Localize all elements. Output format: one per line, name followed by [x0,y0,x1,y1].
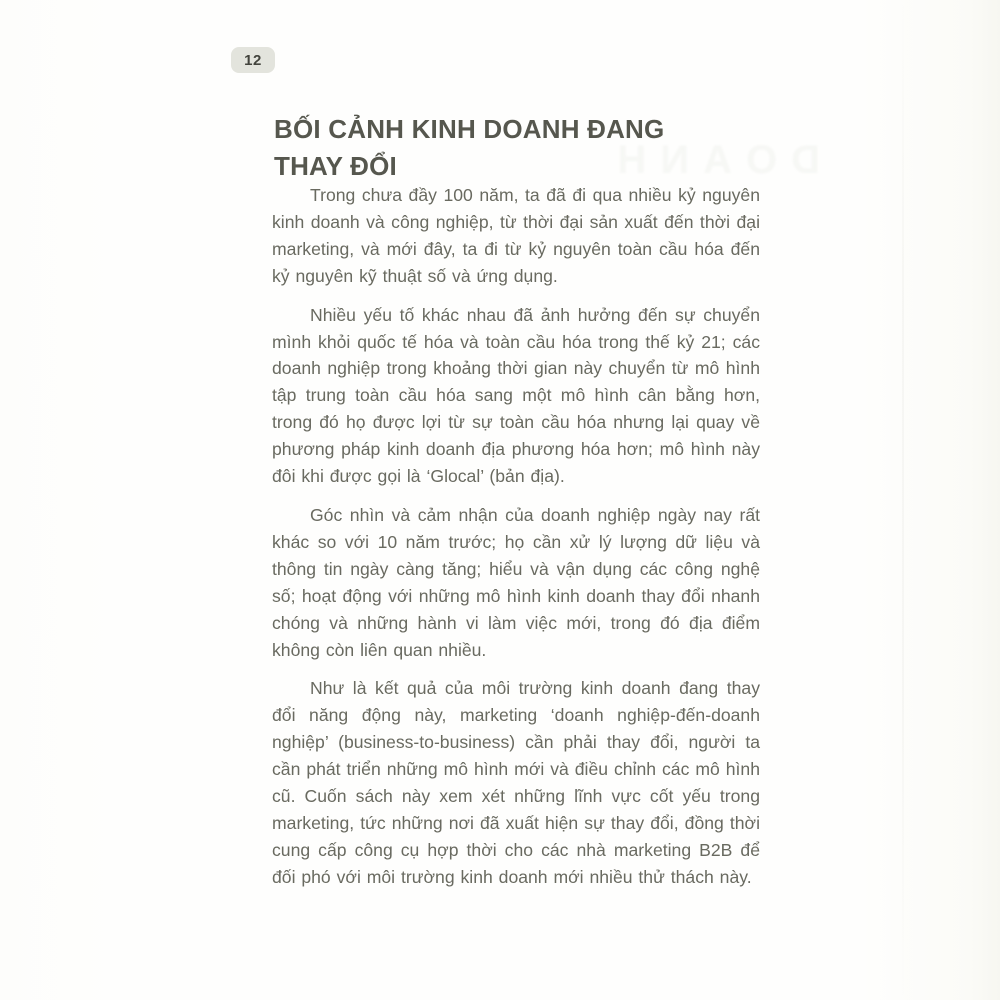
page-number-badge: 12 [231,47,275,73]
body-paragraph: Góc nhìn và cảm nhận của doanh nghiệp ngày nay rất khác so với 10 năm trước; họ cần xử lý lượng dữ liệu và thông tin ngày càng tăng; hiểu và vận dụng các công nghệ số; hoạt động với những mô hình kinh doanh thay đổi nhanh chóng và những hành vi làm việc mới, trong đó địa điểm không còn liên quan nhiều. [272,504,760,660]
chapter-body [272,182,760,903]
chapter-heading: BỐI CẢNH KINH DOANH ĐANG THAY ĐỔI [274,114,665,182]
body-paragraph: Trong chưa đầy 100 năm, ta đã đi qua nhiều kỷ nguyên kinh doanh và công nghiệp, từ thời đại sản xuất đến thời đại marketing, và mới đây, ta đi từ kỷ nguyên toàn cầu hóa đến kỷ nguyên kỹ thuật số và ứng dụng. [272,185,760,286]
body-paragraph: Nhiều yếu tố khác nhau đã ảnh hưởng đến sự chuyển mình khỏi quốc tế hóa và toàn cầu hóa trong thế kỷ 21; các doanh nghiệp trong khoảng thời gian này chuyển từ mô hình tập trung toàn cầu hóa sang một mô hình cân bằng hơn, trong đó họ được lợi từ sự toàn cầu hóa nhưng lại quay về phương pháp kinh doanh địa phương hóa hơn; mô hình này đôi khi được gọi là ‘Glocal’ (bản địa). [272,304,760,487]
bleed-through-text: DOANH [603,138,820,182]
body-paragraph: Như là kết quả của môi trường kinh doanh đang thay đổi năng động này, marketing ‘doanh nghiệp-đến-doanh nghiệp’ (business-to-business) cần phải thay đổi, người ta cần phát triển những mô hình mới và điều chỉnh các mô hình cũ. Cuốn sách này xem xét những lĩnh vực cốt yếu trong marketing, tức những nơi đã xuất hiện sự thay đổi, đồng thời cung cấp công cụ hợp thời cho các nhà marketing B2B để đối phó với môi trường kinh doanh mới nhiều thử thách này. [272,678,760,887]
page-edge-shadow [902,0,904,1000]
